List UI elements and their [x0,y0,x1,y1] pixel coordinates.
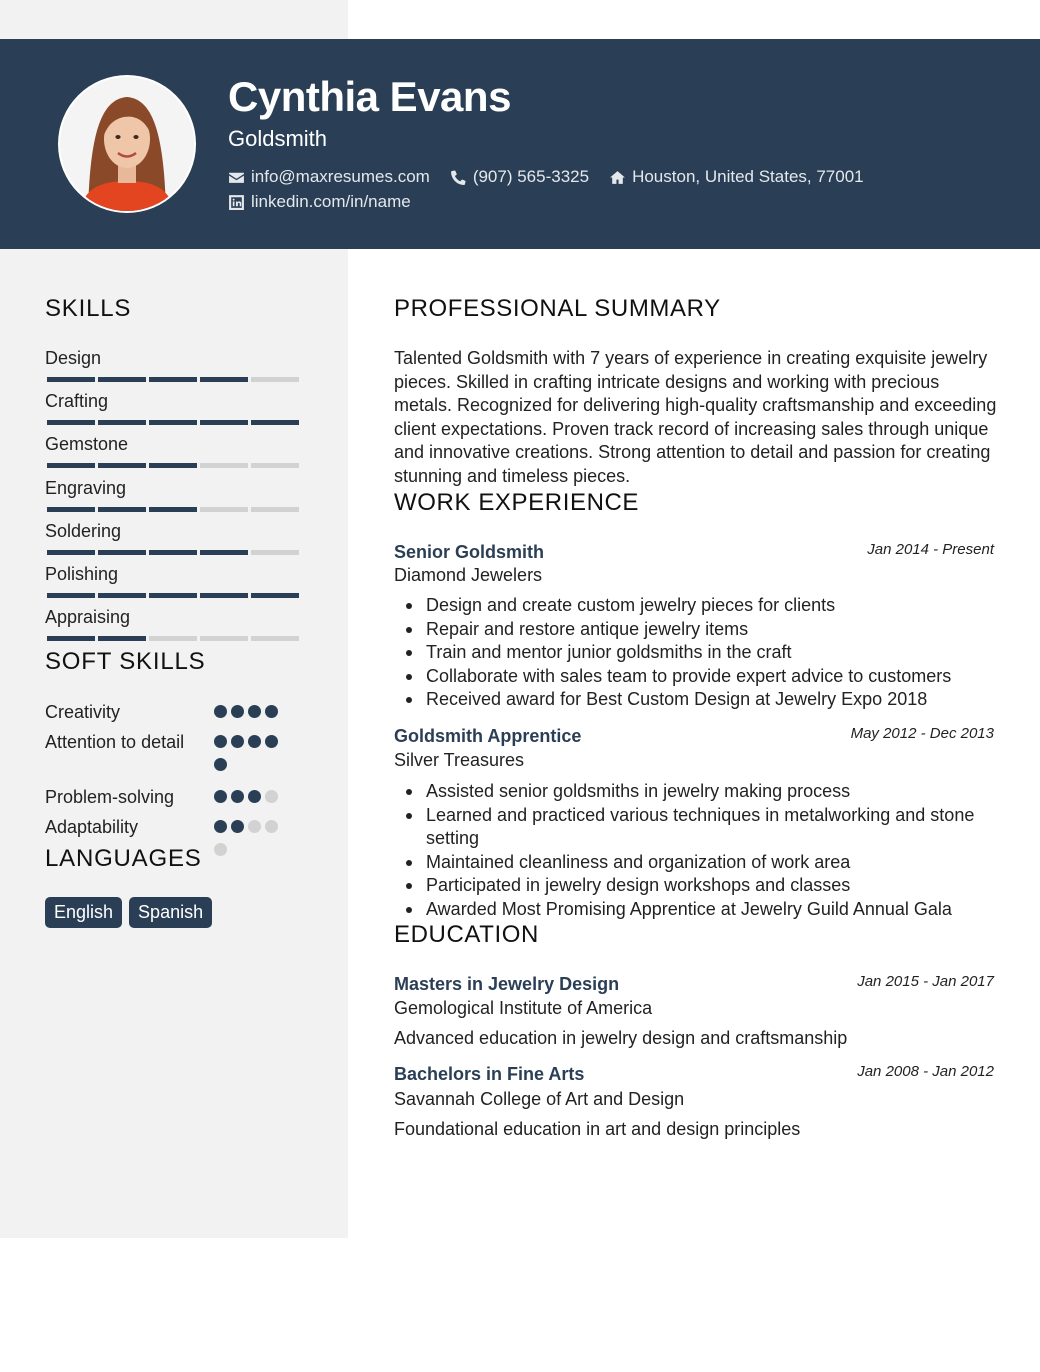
experience-heading: WORK EXPERIENCE [394,489,640,516]
soft-skill-level-dot [265,790,278,803]
skill-level-segment [47,636,95,641]
skill-level-segment [149,593,197,598]
skill-level-segment [98,636,146,641]
contact-row [228,167,884,187]
job-bullet: Assisted senior goldsmiths in jewelry making process [426,780,998,804]
job-bullets [426,594,998,712]
soft-skill-level-dot [214,735,227,748]
contact-location [609,167,864,187]
skill-level-segment [47,377,95,382]
skill-level-segment [98,420,146,425]
education-date: Jan 2008 - Jan 2012 [857,1063,994,1080]
job-title-entry: Goldsmith Apprentice [394,726,582,746]
skill-level-segment [47,507,95,512]
degree-title: Masters in Jewelry Design [394,974,620,994]
soft-skills-heading: SOFT SKILLS [45,648,206,675]
summary-text: Talented Goldsmith with 7 years of experience in creating exquisite jewelry pieces. Skilled in crafting intricate designs and working with precious metals. Recognized for delivering high-quality craftsmanship and exceeding client expectations. Proven track record of increasing sales through unique and innovative creations. Strong attention to detail and passion for creating stunning and timeless pieces. [394,348,997,486]
skill-level-segment [98,507,146,512]
skill-level-segment [200,507,248,512]
education-description: Foundational education in art and design principles [394,1119,801,1139]
job-bullet: Maintained cleanliness and organization of work area [426,851,998,875]
language-badge: English [45,897,122,928]
skill-level-segment [200,377,248,382]
profile-photo-illustration [60,77,194,211]
soft-skill-level-dot [231,790,244,803]
soft-skill-level-dots [214,735,290,771]
soft-skill-level-dot [214,843,227,856]
skill-level-segment [47,593,95,598]
school-name: Savannah College of Art and Design [394,1089,685,1109]
soft-skill-level-dots [214,790,290,803]
skill-level-bars [47,636,302,641]
skill-level-segment [98,377,146,382]
phone-icon [450,169,467,186]
soft-skill-level-dot [248,735,261,748]
job-bullet: Learned and practiced various techniques in metalworking and stone setting [426,804,998,851]
soft-skill-level-dot [248,705,261,718]
skill-level-segment [149,636,197,641]
soft-skill-level-dot [214,758,227,771]
skill-level-bars [47,463,302,468]
skill-name: Engraving [45,477,127,498]
linkedin-text: linkedin.com/in/name [251,192,411,211]
skill-level-segment [251,507,299,512]
soft-skill-level-dot [214,820,227,833]
job-bullets [426,780,998,921]
skill-name: Appraising [45,607,131,628]
skill-name: Soldering [45,520,122,541]
skill-level-bars [47,593,302,598]
soft-skill-name: Creativity [45,702,121,722]
summary-heading: PROFESSIONAL SUMMARY [394,295,721,322]
job-title: Goldsmith [228,126,328,151]
skill-level-bars [47,377,302,382]
job-date: May 2012 - Dec 2013 [850,725,994,742]
soft-skill-level-dot [231,820,244,833]
skill-level-segment [200,463,248,468]
email-text: info@maxresumes.com [251,167,430,186]
job-date: Jan 2014 - Present [867,541,994,558]
soft-skill-name: Adaptability [45,817,139,837]
skill-level-segment [251,550,299,555]
candidate-name: Cynthia Evans [228,73,511,120]
contact-email[interactable] [228,167,430,187]
degree-title: Bachelors in Fine Arts [394,1064,585,1084]
education-date: Jan 2015 - Jan 2017 [857,973,994,990]
skills-heading: SKILLS [45,295,132,322]
skill-level-segment [200,636,248,641]
skill-level-segment [47,420,95,425]
soft-skill-level-dot [231,735,244,748]
profile-photo [58,75,196,213]
phone-text: (907) 565-3325 [472,167,590,186]
soft-skill-level-dot [231,705,244,718]
soft-skill-name: Problem-solving [45,787,175,807]
skill-level-segment [98,550,146,555]
job-bullet: Received award for Best Custom Design at Jewelry Expo 2018 [426,688,998,712]
skill-level-segment [47,463,95,468]
job-bullet: Repair and restore antique jewelry items [426,618,998,642]
skill-level-segment [149,463,197,468]
job-company: Diamond Jewelers [394,565,543,585]
envelope-icon [228,169,245,186]
skill-level-segment [251,593,299,598]
soft-skill-name: Attention to detail [45,732,185,752]
soft-skill-level-dot [214,705,227,718]
skill-level-segment [251,636,299,641]
linkedin-icon [228,194,245,211]
skill-level-segment [200,550,248,555]
language-badge: Spanish [129,897,212,928]
job-bullet: Awarded Most Promising Apprentice at Jewelry Guild Annual Gala [426,898,998,922]
job-title-entry: Senior Goldsmith [394,542,545,562]
languages-heading: LANGUAGES [45,845,202,872]
contact-linkedin[interactable] [228,192,411,212]
soft-skill-level-dot [248,820,261,833]
skill-level-segment [98,593,146,598]
languages-list [45,897,219,928]
contact-phone[interactable] [450,167,589,187]
skill-level-segment [98,463,146,468]
skill-level-segment [251,377,299,382]
job-bullet: Train and mentor junior goldsmiths in the craft [426,641,998,665]
skill-name: Crafting [45,391,109,412]
skill-level-segment [149,550,197,555]
skill-level-segment [251,463,299,468]
home-icon [609,169,626,186]
location-text: Houston, United States, 77001 [632,167,864,186]
skill-level-segment [200,420,248,425]
education-description: Advanced education in jewelry design and craftsmanship [394,1028,848,1048]
soft-skill-level-dot [214,790,227,803]
skill-name: Gemstone [45,434,129,455]
school-name: Gemological Institute of America [394,998,653,1018]
soft-skill-level-dots [214,705,290,718]
education-heading: EDUCATION [394,921,539,948]
skill-level-segment [47,550,95,555]
skill-level-bars [47,550,302,555]
soft-skill-level-dots [214,820,290,856]
skill-level-segment [251,420,299,425]
skill-level-bars [47,507,302,512]
skill-level-segment [200,593,248,598]
skill-level-segment [149,507,197,512]
skill-name: Design [45,348,102,368]
skill-level-segment [149,377,197,382]
skill-name: Polishing [45,564,119,584]
soft-skill-level-dot [265,820,278,833]
soft-skill-level-dot [265,705,278,718]
soft-skill-level-dot [248,790,261,803]
resume-header [0,39,1040,249]
job-bullet: Design and create custom jewelry pieces for clients [426,594,998,618]
contact-row-secondary [228,192,431,212]
job-company: Silver Treasures [394,750,525,770]
job-bullet: Participated in jewelry design workshops and classes [426,874,998,898]
skill-level-segment [149,420,197,425]
soft-skill-level-dot [265,735,278,748]
skill-level-bars [47,420,302,425]
job-bullet: Collaborate with sales team to provide expert advice to customers [426,665,998,689]
